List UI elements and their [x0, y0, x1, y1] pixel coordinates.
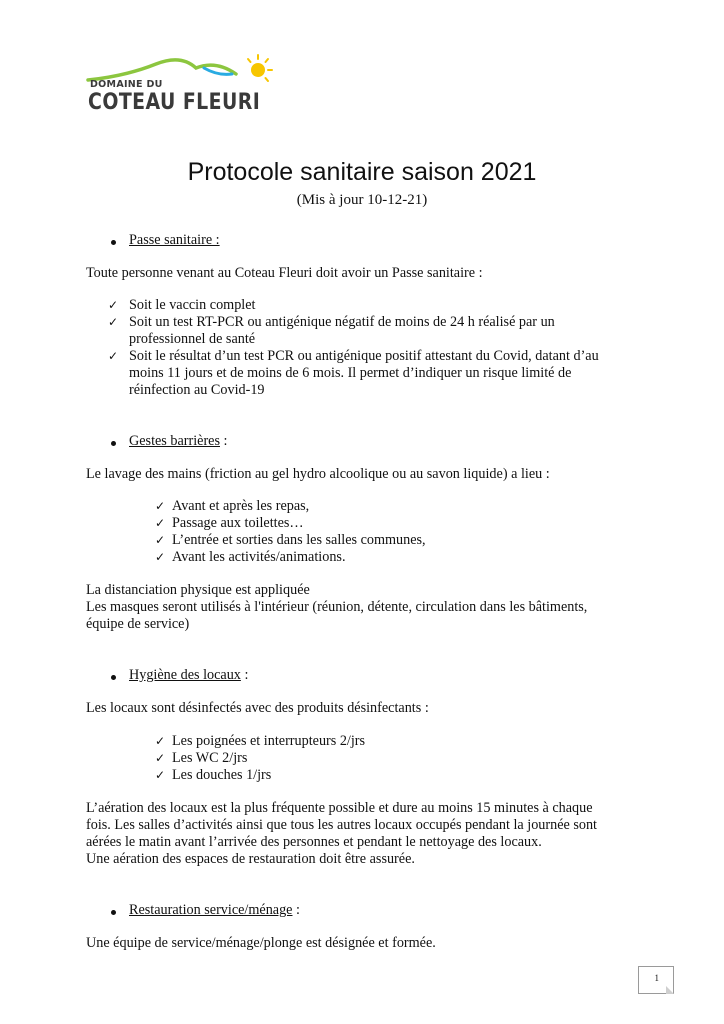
bullet-dot — [111, 240, 116, 245]
bullet-dot — [111, 675, 116, 680]
hygiene-para-last: Une aération des espaces de restauration doit être assurée. — [86, 851, 415, 867]
heading-text: Restauration service/ménage — [129, 902, 293, 918]
hygiene-item-2: Les WC 2/jrs — [172, 750, 248, 766]
page-number: 1 — [654, 973, 659, 983]
passe-item-2-line2: professionnel de santé — [129, 331, 256, 347]
hygiene-para-line3: aérées le matin avant l’arrivée des personnes et pendant le nettoyage des locaux. — [86, 834, 542, 850]
gestes-item-2: Passage aux toilettes… — [172, 515, 304, 531]
passe-intro: Toute personne venant au Coteau Fleuri doit avoir un Passe sanitaire : — [86, 265, 483, 281]
check-icon: ✓ — [155, 734, 166, 748]
heading-text: Passe sanitaire : — [129, 232, 220, 248]
check-icon: ✓ — [155, 499, 166, 513]
bullet-dot — [111, 441, 116, 446]
gestes-after-1: La distanciation physique est appliquée — [86, 582, 310, 598]
check-icon: ✓ — [155, 751, 166, 765]
gestes-after-3: équipe de service) — [86, 616, 190, 632]
section-heading-hygiene — [129, 667, 248, 684]
hygiene-para-line2: fois. Les salles d’activités ainsi que tous les autres locaux occupés pendant la journée sont — [86, 817, 597, 833]
heading-suffix: : — [240, 667, 249, 683]
passe-item-3-line3: réinfection au Covid-19 — [129, 382, 265, 398]
passe-item-2-line1: Soit un test RT-PCR ou antigénique négatif de moins de 24 h réalisé par un — [129, 314, 555, 330]
section-heading-passe — [129, 232, 220, 249]
heading-text: Hygiène des locaux — [129, 667, 241, 683]
check-icon: ✓ — [108, 298, 119, 312]
check-icon: ✓ — [108, 349, 119, 363]
logo-text-small: DOMAINE DU — [90, 79, 163, 90]
heading-text: Gestes barrières — [129, 433, 220, 449]
page-number-box — [638, 966, 674, 994]
gestes-item-1: Avant et après les repas, — [172, 498, 310, 514]
page-fold — [666, 986, 674, 994]
hygiene-para-line1: L’aération des locaux est la plus fréquente possible et dure au moins 15 minutes à chaque — [86, 800, 593, 816]
gestes-intro: Le lavage des mains (friction au gel hydro alcoolique ou au savon liquide) a lieu : — [86, 466, 550, 482]
hygiene-item-1: Les poignées et interrupteurs 2/jrs — [172, 733, 366, 749]
gestes-item-3: L’entrée et sorties dans les salles communes, — [172, 532, 426, 548]
check-icon: ✓ — [155, 533, 166, 547]
bullet-dot — [111, 910, 116, 915]
section-heading-gestes — [129, 433, 228, 450]
restauration-intro: Une équipe de service/ménage/plonge est désignée et formée. — [86, 935, 436, 951]
page-title: Protocole sanitaire saison 2021 — [187, 158, 537, 186]
check-icon: ✓ — [155, 768, 166, 782]
logo — [86, 50, 276, 120]
section-heading-restauration — [129, 902, 300, 919]
passe-item-3-line1: Soit le résultat d’un test PCR ou antigénique positif attestant du Covid, datant d’au — [129, 348, 599, 364]
page-subtitle: (Mis à jour 10-12-21) — [296, 192, 428, 208]
gestes-after-2: Les masques seront utilisés à l'intérieur (réunion, détente, circulation dans les bâtiments, — [86, 599, 588, 615]
check-icon: ✓ — [155, 550, 166, 564]
heading-suffix: : — [292, 902, 300, 918]
passe-item-1: Soit le vaccin complet — [129, 297, 256, 313]
check-icon: ✓ — [108, 315, 119, 329]
passe-item-3-line2: moins 11 jours et de moins de 6 mois. Il permet d’indiquer un risque limité de — [129, 365, 572, 381]
hygiene-item-3: Les douches 1/jrs — [172, 767, 272, 783]
gestes-item-4: Avant les activités/animations. — [172, 549, 346, 565]
heading-suffix: : — [220, 433, 228, 449]
hygiene-intro: Les locaux sont désinfectés avec des produits désinfectants : — [86, 700, 429, 716]
logo-text-large: COTEAU FLEURI — [88, 90, 261, 115]
check-icon: ✓ — [155, 516, 166, 530]
